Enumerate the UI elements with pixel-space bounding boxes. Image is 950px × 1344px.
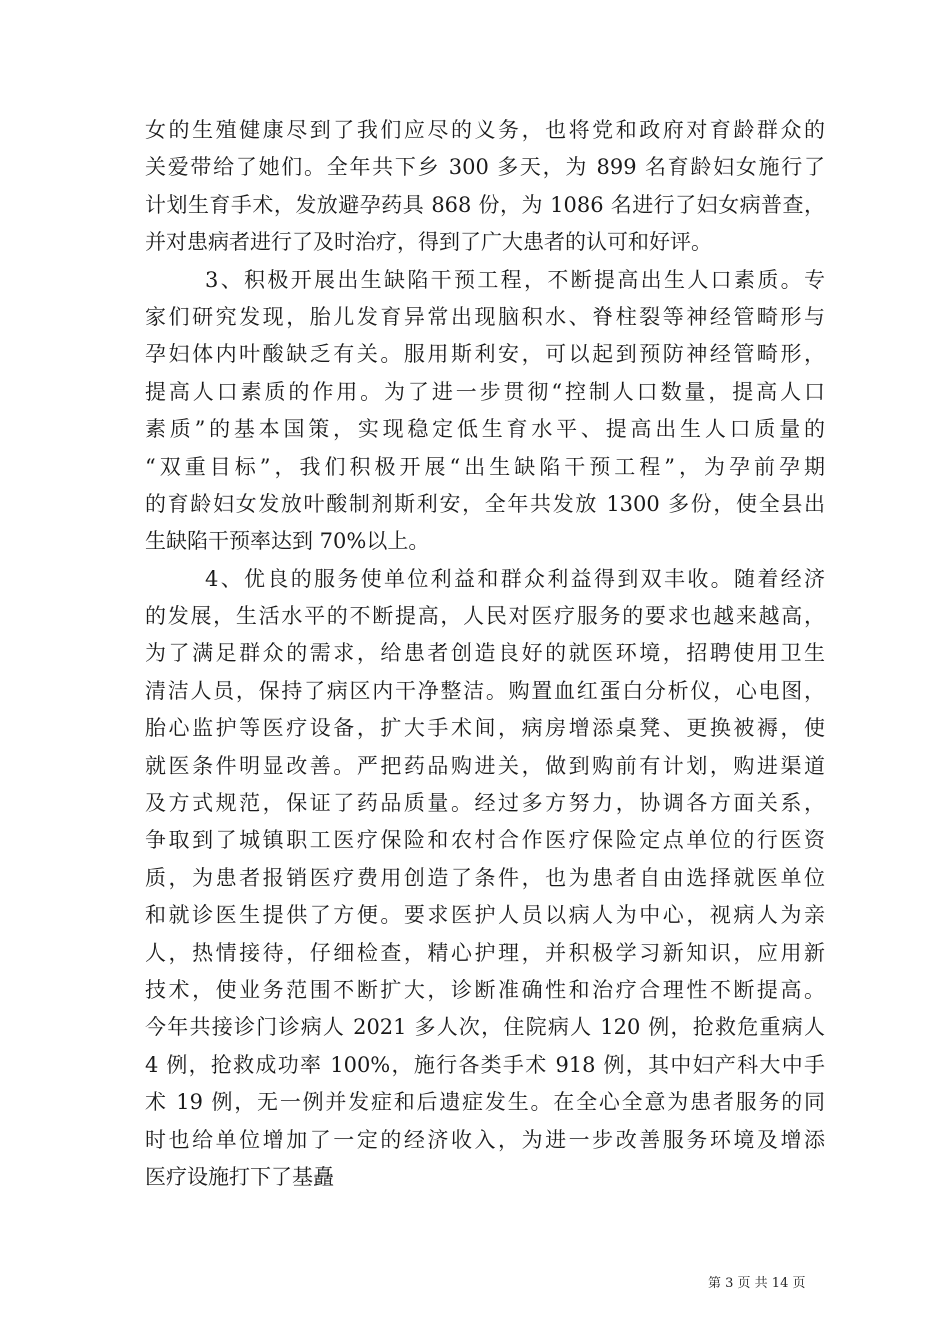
text-line: 今年共接诊门诊病人 2021 多人次，住院病人 120 例，抢救危重病人 bbox=[145, 1015, 825, 1040]
text-line: 3、积极开展出生缺陷干预工程，不断提高出生人口素质。专 bbox=[205, 267, 825, 292]
text-line: 争取到了城镇职工医疗保险和农村合作医疗保险定点单位的行医资 bbox=[145, 828, 825, 853]
text-line: 家们研究发现，胎儿发育异常出现脑积水、脊柱裂等神经管畸形与 bbox=[145, 304, 825, 329]
page-number: 第 3 页 共 14 页 bbox=[708, 1276, 806, 1291]
text-line: 4、优良的服务使单位利益和群众利益得到双丰收。随着经济 bbox=[205, 566, 825, 591]
text-line: 生缺陷干预率达到 70%以上。 bbox=[145, 529, 430, 554]
text-line: 就医条件明显改善。严把药品购进关，做到购前有计划，购进渠道 bbox=[145, 753, 825, 778]
text-line: 清洁人员，保持了病区内干净整洁。购置血红蛋白分析仪，心电图， bbox=[145, 678, 825, 703]
text-line: 和就诊医生提供了方便。要求医护人员以病人为中心，视病人为亲 bbox=[145, 903, 825, 928]
text-line: 时也给单位增加了一定的经济收入，为进一步改善服务环境及增添 bbox=[145, 1127, 825, 1152]
text-line: 技术，使业务范围不断扩大，诊断准确性和治疗合理性不断提高。 bbox=[145, 977, 825, 1002]
text-line: 提高人口素质的作用。为了进一步贯彻“控制人口数量，提高人口 bbox=[145, 379, 825, 404]
text-line: 的育龄妇女发放叶酸制剂斯利安，全年共发放 1300 多份，使全县出 bbox=[145, 491, 825, 516]
text-line: 医疗设施打下了基矗 bbox=[145, 1164, 334, 1189]
text-line: 为了满足群众的需求，给患者创造良好的就医环境，招聘使用卫生 bbox=[145, 641, 825, 666]
text-line: 4 例，抢救成功率 100%，施行各类手术 918 例，其中妇产科大中手 bbox=[145, 1052, 825, 1077]
text-line: 素质”的基本国策，实现稳定低生育水平、提高出生人口质量的 bbox=[145, 417, 825, 442]
text-line: 及方式规范，保证了药品质量。经过多方努力，协调各方面关系， bbox=[145, 791, 825, 816]
text-line: “双重目标”，我们积极开展“出生缺陷干预工程”，为孕前孕期 bbox=[145, 454, 825, 479]
text-line: 术 19 例，无一例并发症和后遗症发生。在全心全意为患者服务的同 bbox=[145, 1090, 825, 1115]
document-body bbox=[145, 112, 825, 1196]
text-line: 关爱带给了她们。全年共下乡 300 多天，为 899 名育龄妇女施行了 bbox=[145, 155, 825, 180]
text-line: 人，热情接待，仔细检查，精心护理，并积极学习新知识，应用新 bbox=[145, 940, 825, 965]
text-line: 的发展，生活水平的不断提高，人民对医疗服务的要求也越来越高， bbox=[145, 604, 825, 629]
text-line: 女的生殖健康尽到了我们应尽的义务，也将党和政府对育龄群众的 bbox=[145, 118, 825, 142]
text-line: 质，为患者报销医疗费用创造了条件，也为患者自由选择就医单位 bbox=[145, 865, 825, 890]
text-line: 胎心监护等医疗设备，扩大手术间，病房增添桌凳、更换被褥，使 bbox=[145, 716, 825, 741]
text-line: 孕妇体内叶酸缺乏有关。服用斯利安，可以起到预防神经管畸形， bbox=[145, 342, 825, 367]
text-line: 计划生育手术，发放避孕药具 868 份，为 1086 名进行了妇女病普查， bbox=[145, 192, 825, 217]
text-line: 并对患病者进行了及时治疗，得到了广大患者的认可和好评。 bbox=[145, 230, 712, 255]
